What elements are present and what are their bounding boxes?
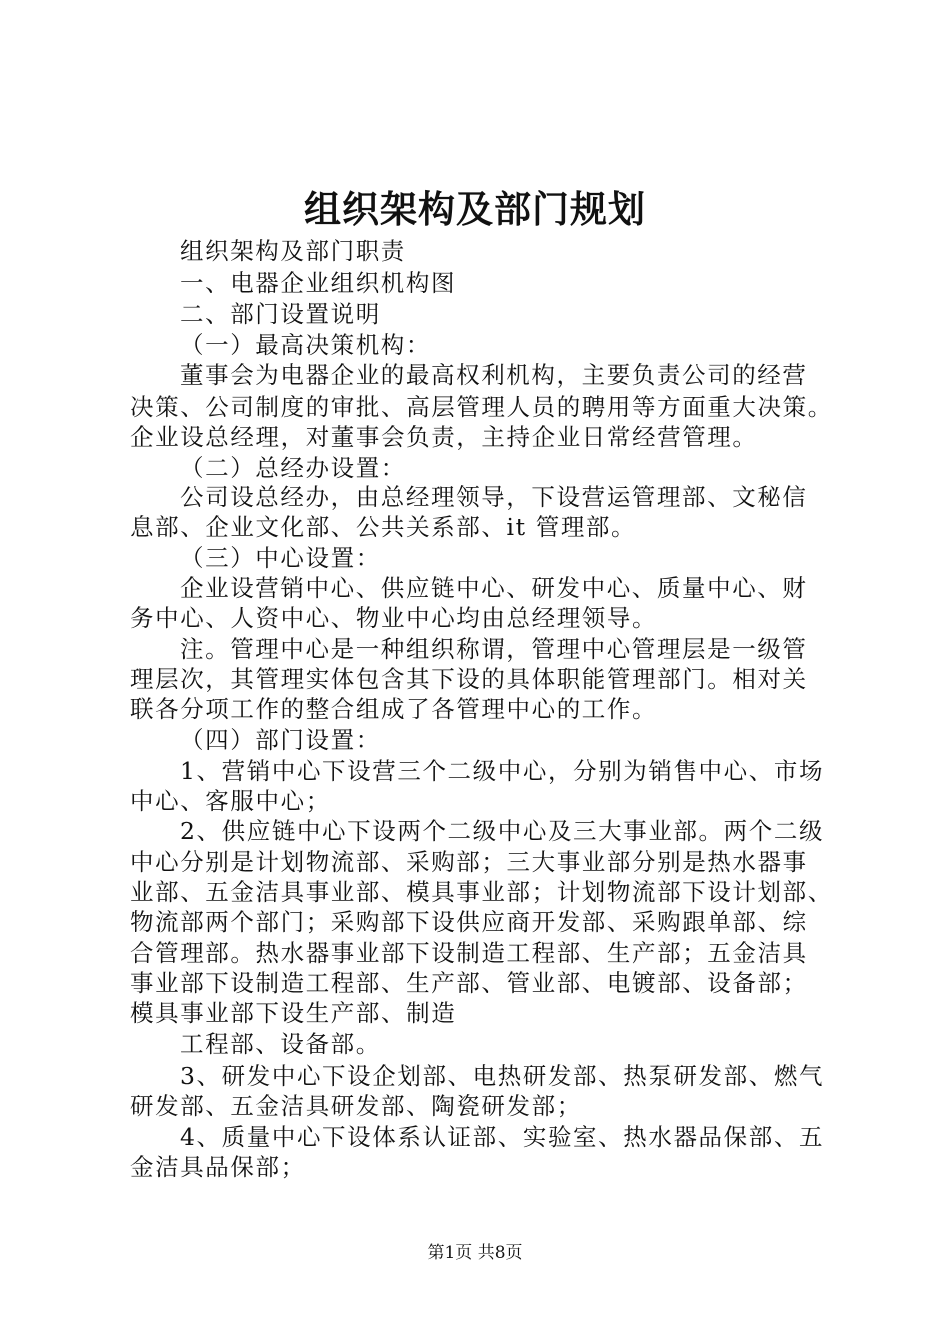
page-number-footer: 第1页 共8页 [427, 1243, 523, 1263]
body-line: 3、研发中心下设企划部、电热研发部、热泵研发部、燃气 [180, 1062, 825, 1090]
body-line: 事业部下设制造工程部、生产部、管业部、电镀部、设备部； [130, 969, 808, 997]
body-line: 理层次，其管理实体包含其下设的具体职能管理部门。相对关 [130, 665, 808, 693]
body-line: 研发部、五金洁具研发部、陶瓷研发部； [130, 1092, 582, 1120]
body-line: 公司设总经办，由总经理领导，下设营运管理部、文秘信 [180, 483, 808, 511]
body-line: 金洁具品保部； [130, 1153, 306, 1181]
body-line: 合管理部。热水器事业部下设制造工程部、生产部；五金洁具 [130, 939, 808, 967]
body-line: 4、质量中心下设体系认证部、实验室、热水器品保部、五 [180, 1123, 825, 1151]
body-line: 工程部、设备部。 [180, 1030, 381, 1058]
body-line: 模具事业部下设生产部、制造 [130, 999, 457, 1027]
body-line: 二、部门设置说明 [180, 300, 381, 328]
body-line: 1、营销中心下设营三个二级中心，分别为销售中心、市场 [180, 757, 825, 785]
body-line: 注。管理中心是一种组织称谓，管理中心管理层是一级管 [180, 635, 808, 663]
body-line: 务中心、人资中心、物业中心均由总经理领导。 [130, 604, 658, 632]
body-line: （一）最高决策机构： [180, 331, 431, 359]
body-line: 组织架构及部门职责 [180, 237, 406, 265]
body-line: 2、供应链中心下设两个二级中心及三大事业部。两个二级 [180, 817, 825, 845]
body-line: （二）总经办设置： [180, 454, 406, 482]
body-line: 董事会为电器企业的最高权利机构，主要负责公司的经营 [180, 361, 808, 389]
document-title: 组织架构及部门规划 [304, 187, 646, 231]
body-line: （四）部门设置： [180, 726, 381, 754]
body-line: 息部、企业文化部、公共关系部、it 管理部。 [130, 513, 637, 541]
body-line: 一、电器企业组织机构图 [180, 269, 457, 297]
body-line: 决策、公司制度的审批、高层管理人员的聘用等方面重大决策。 [130, 393, 833, 421]
body-line: 业部、五金洁具事业部、模具事业部；计划物流部下设计划部、 [130, 878, 833, 906]
body-line: 物流部两个部门；采购部下设供应商开发部、采购跟单部、综 [130, 908, 808, 936]
body-line: 企业设营销中心、供应链中心、研发中心、质量中心、财 [180, 574, 808, 602]
body-line: 联各分项工作的整合组成了各管理中心的工作。 [130, 695, 658, 723]
body-line: 企业设总经理，对董事会负责，主持企业日常经营管理。 [130, 423, 758, 451]
body-line: 中心、客服中心； [130, 787, 331, 815]
body-line: （三）中心设置： [180, 544, 381, 572]
body-line: 中心分别是计划物流部、采购部；三大事业部分别是热水器事 [130, 848, 808, 876]
